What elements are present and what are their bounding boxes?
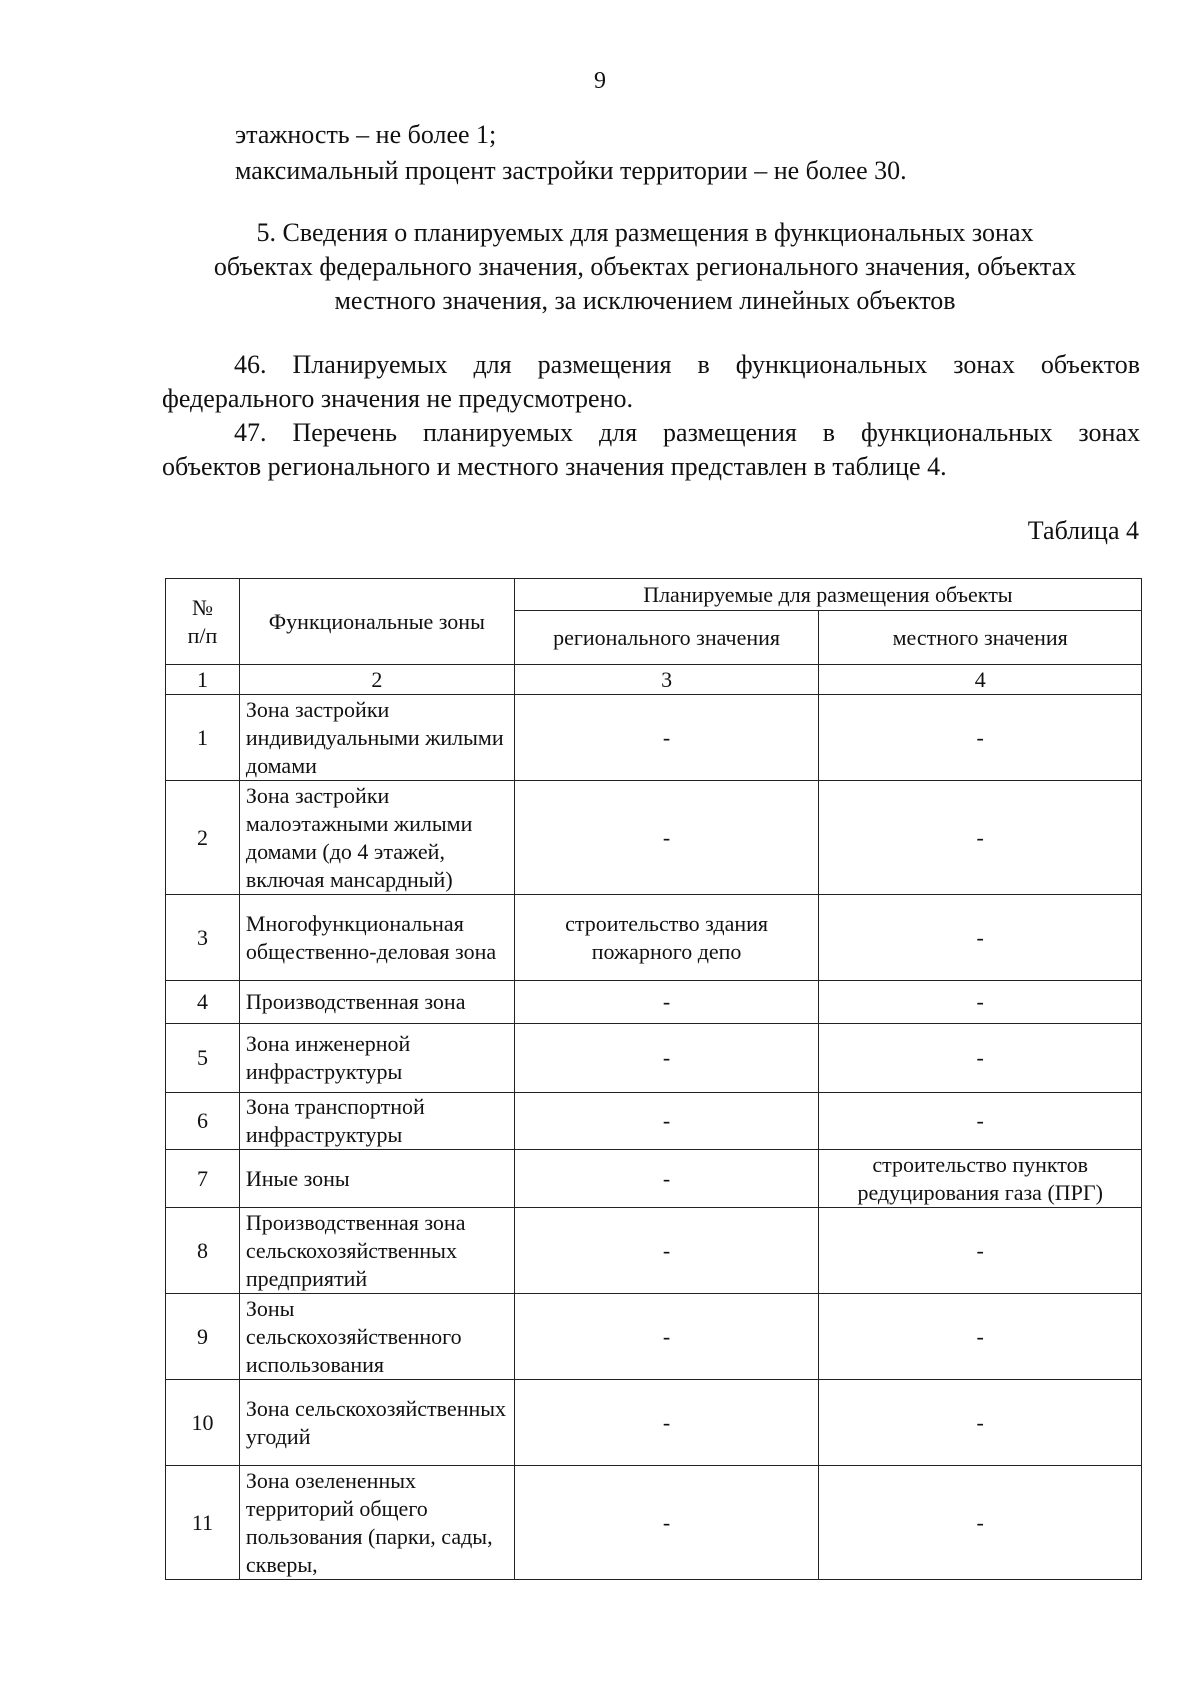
local-object: - bbox=[819, 1466, 1142, 1580]
regional-object: - bbox=[514, 695, 819, 781]
regional-object: - bbox=[514, 1093, 819, 1150]
paragraph-47-line-1: 47. Перечень планируемых для размещения в функциональных зонах bbox=[234, 418, 1140, 447]
column-number-row bbox=[166, 665, 1142, 695]
zone-name: Иные зоны bbox=[239, 1150, 514, 1208]
table-row bbox=[166, 895, 1142, 981]
table-row bbox=[166, 981, 1142, 1024]
regional-object: - bbox=[514, 1466, 819, 1580]
row-number: 11 bbox=[166, 1466, 240, 1580]
row-number: 9 bbox=[166, 1294, 240, 1380]
local-object: строительство пунктов редуцирования газа (ПРГ) bbox=[819, 1150, 1142, 1208]
zone-name: Производственная зона bbox=[239, 981, 514, 1024]
regional-object: - bbox=[514, 1294, 819, 1380]
regional-object: - bbox=[514, 1380, 819, 1466]
table-row bbox=[166, 1466, 1142, 1580]
row-number: 6 bbox=[166, 1093, 240, 1150]
header-regional: регионального значения bbox=[514, 611, 819, 665]
zone-name: Зона сельскохозяйственных угодий bbox=[239, 1380, 514, 1466]
header-num-sign: № bbox=[191, 594, 213, 620]
regional-object: - bbox=[514, 1150, 819, 1208]
local-object: - bbox=[819, 1208, 1142, 1294]
row-number: 4 bbox=[166, 981, 240, 1024]
header-num bbox=[166, 579, 240, 665]
zone-name: Зоны сельскохозяйственного использования bbox=[239, 1294, 514, 1380]
local-object: - bbox=[819, 1093, 1142, 1150]
regional-object: - bbox=[514, 1208, 819, 1294]
column-number: 1 bbox=[166, 665, 240, 695]
row-number: 1 bbox=[166, 695, 240, 781]
header-zones: Функциональные зоны bbox=[239, 579, 514, 665]
header-planned: Планируемые для размещения объекты bbox=[514, 579, 1141, 611]
local-object: - bbox=[819, 1024, 1142, 1093]
zone-name: Многофункциональная общественно-деловая зона bbox=[239, 895, 514, 981]
section-title-line-2: объектах федерального значения, объектах регионального значения, объектах bbox=[213, 252, 1077, 281]
regional-object: - bbox=[514, 1024, 819, 1093]
table-row bbox=[166, 1093, 1142, 1150]
table-row bbox=[166, 1294, 1142, 1380]
local-object: - bbox=[819, 1380, 1142, 1466]
zone-name: Зона транспортной инфраструктуры bbox=[239, 1093, 514, 1150]
local-object: - bbox=[819, 781, 1142, 895]
local-object: - bbox=[819, 895, 1142, 981]
paragraph-46-line-1: 46. Планируемых для размещения в функциональных зонах объектов bbox=[234, 350, 1140, 379]
zone-name: Производственная зона сельскохозяйственных предприятий bbox=[239, 1208, 514, 1294]
zone-name: Зона застройки индивидуальными жилыми домами bbox=[239, 695, 514, 781]
zone-name: Зона озелененных территорий общего пользования (парки, сады, скверы, bbox=[239, 1466, 514, 1580]
zone-name: Зона инженерной инфраструктуры bbox=[239, 1024, 514, 1093]
table-row bbox=[166, 695, 1142, 781]
local-object: - bbox=[819, 1294, 1142, 1380]
table-row bbox=[166, 1380, 1142, 1466]
local-object: - bbox=[819, 981, 1142, 1024]
table-row bbox=[166, 1208, 1142, 1294]
local-object: - bbox=[819, 695, 1142, 781]
header-local: местного значения bbox=[819, 611, 1142, 665]
page-number: 9 bbox=[594, 68, 606, 94]
table-caption: Таблица 4 bbox=[1027, 516, 1139, 545]
regional-object: - bbox=[514, 781, 819, 895]
regional-object: - bbox=[514, 981, 819, 1024]
row-number: 3 bbox=[166, 895, 240, 981]
row-number: 2 bbox=[166, 781, 240, 895]
text-line-build-percent: максимальный процент застройки территории – не более 30. bbox=[235, 156, 907, 185]
column-number: 4 bbox=[819, 665, 1142, 695]
row-number: 8 bbox=[166, 1208, 240, 1294]
row-number: 5 bbox=[166, 1024, 240, 1093]
table-4 bbox=[165, 578, 1142, 1580]
table-row bbox=[166, 1150, 1142, 1208]
table-row bbox=[166, 1024, 1142, 1093]
section-title-line-3: местного значения, за исключением линейных объектов bbox=[334, 286, 956, 315]
column-number: 3 bbox=[514, 665, 819, 695]
column-number: 2 bbox=[239, 665, 514, 695]
section-title-line-1: 5. Сведения о планируемых для размещения в функциональных зонах bbox=[256, 218, 1034, 247]
row-number: 7 bbox=[166, 1150, 240, 1208]
text-line-floors: этажность – не более 1; bbox=[235, 120, 497, 149]
paragraph-46-line-2: федерального значения не предусмотрено. bbox=[162, 384, 634, 413]
regional-object: строительство здания пожарного депо bbox=[514, 895, 819, 981]
paragraph-47-line-2: объектов регионального и местного значения представлен в таблице 4. bbox=[162, 452, 947, 481]
row-number: 10 bbox=[166, 1380, 240, 1466]
header-num-abbr: п/п bbox=[187, 622, 218, 648]
zone-name: Зона застройки малоэтажными жилыми домами (до 4 этажей, включая мансардный) bbox=[239, 781, 514, 895]
table-row bbox=[166, 781, 1142, 895]
